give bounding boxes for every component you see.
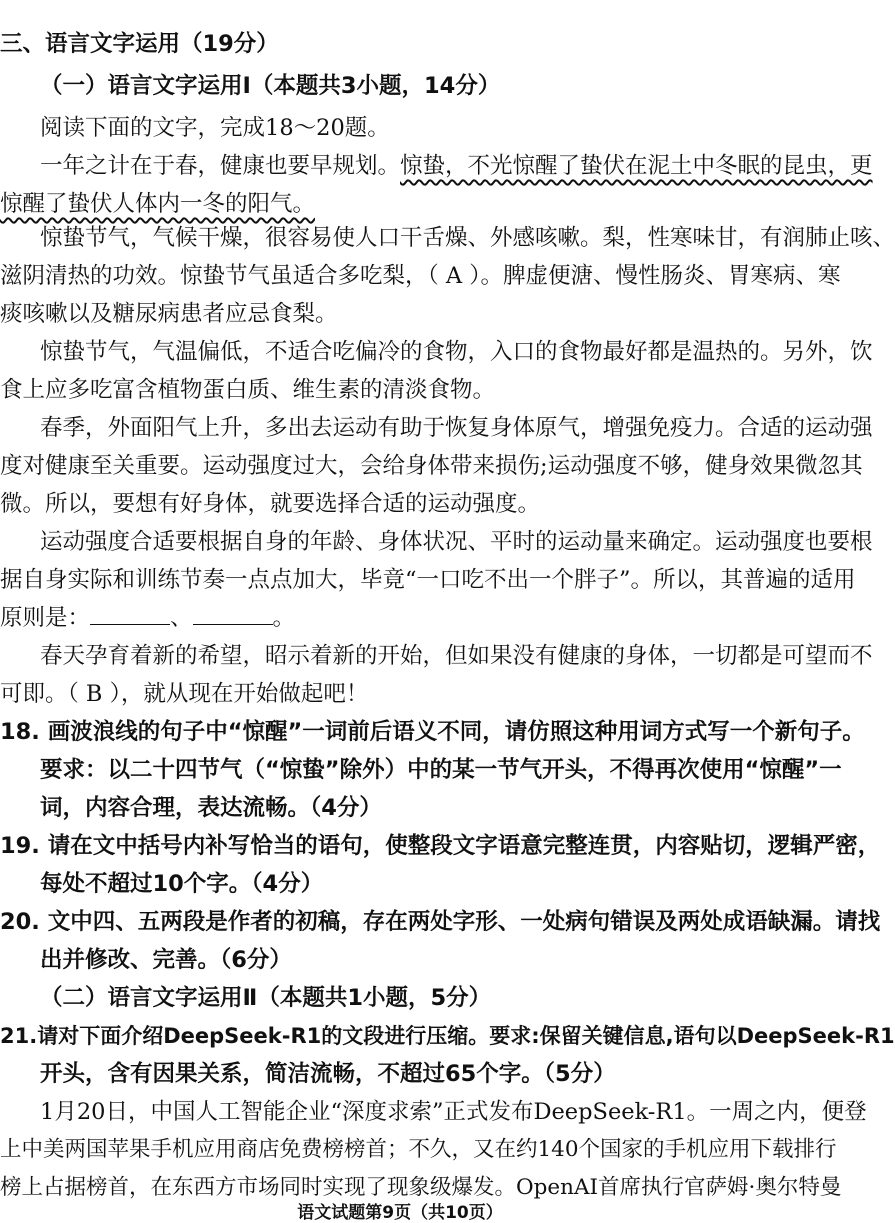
part1-heading: （一）语言文字运用Ⅰ（本题共3小题，14分）: [40, 73, 501, 99]
paragraph-6-line-1: 春天孕育着新的希望，昭示着新的开始，但如果没有健康的身体，一切都是可望而不: [40, 643, 873, 669]
paragraph-3-line-2: 食上应多吃富含植物蛋白质、维生素的清淡食物。: [0, 377, 496, 403]
instruction: 阅读下面的文字，完成18～20题。: [40, 115, 390, 141]
paragraph-1-line-1: [0, 150, 873, 182]
wavy-sentence-part-2: 惊醒了蛰伏人体内一冬的阳气。: [0, 191, 316, 217]
question-21-line-1: 21.请对下面介绍DeepSeek-R1的文段进行压缩。要求:保留关键信息,语句以DeepSeek-R1: [0, 1024, 895, 1048]
part2-heading: （二）语言文字运用Ⅱ（本题共1小题，5分）: [40, 985, 492, 1011]
question-18-line-1: 18. 画波浪线的句子中“惊醒”一词前后语义不同，请仿照这种用词方式写一个新句子。: [0, 719, 865, 745]
paragraph-2-line-3: 痰咳嗽以及糖尿病患者应忌食梨。: [0, 301, 338, 327]
paragraph-4-line-3: 微。所以，要想有好身体，就要选择合适的运动强度。: [0, 491, 541, 517]
question-19-line-2: 每处不超过10个字。（4分）: [40, 871, 324, 897]
wavy-sentence-part-1: 惊蛰，不光惊醒了蛰伏在泥土中冬眠的昆虫，更: [400, 153, 873, 179]
question-20-line-2: 出并修改、完善。（6分）: [40, 947, 292, 973]
paragraph-2-line-2: 滋阴清热的功效。惊蛰节气虽适合多吃梨，（ A ）。脾虚便溏、慢性肠炎、胃寒病、寒: [0, 263, 841, 289]
paragraph-4-line-1: 春季，外面阳气上升，多出去运动有助于恢复身体原气，增强免疫力。合适的运动强: [40, 415, 873, 441]
paragraph-4-line-2: 度对健康至关重要。运动强度过大，会给身体带来损伤;运动强度不够，健身效果微忽其: [0, 453, 863, 479]
question-21-line-2: 开头，含有因果关系，简洁流畅，不超过65个字。（5分）: [40, 1061, 616, 1087]
question-18-line-3: 词，内容合理，表达流畅。（4分）: [40, 795, 382, 821]
question-20-line-1: 20. 文中四、五两段是作者的初稿，存在两处字形、一处病句错误及两处成语缺漏。请找: [0, 909, 881, 935]
principle-label: 原则是：: [0, 605, 91, 631]
answer-blank-1[interactable]: [90, 604, 170, 625]
question-21-passage-line-3: 榜上占据榜首，在东西方市场同时实现了现象级爆发。OpenAI首席执行官萨姆·奥尔特曼: [0, 1175, 842, 1200]
page-footer: 语文试题第9页（共10页）: [297, 1203, 503, 1223]
principle-end: 。: [272, 605, 296, 631]
paragraph-3-line-1: 惊蛰节气，气温偏低，不适合吃偏冷的食物，入口的食物最好都是温热的。另外，饮: [40, 339, 873, 365]
question-21-passage-line-1: 1月20日，中国人工智能企业“深度求索”正式发布DeepSeek-R1。一周之内，便登: [40, 1099, 867, 1125]
paragraph-6-line-2: 可即。（ B ），就从现在开始做起吧！: [0, 681, 369, 707]
question-21-passage-line-2: 上中美两国苹果手机应用商店免费榜榜首；不久，又在约140个国家的手机应用下载排行: [0, 1137, 837, 1162]
paragraph-1-line-2: [0, 188, 800, 220]
question-18-line-2: 要求：以二十四节气（“惊蛰”除外）中的某一节气开头，不得再次使用“惊醒”一: [40, 757, 842, 783]
blank-separator: 、: [170, 605, 193, 631]
paragraph-2-line-1: 惊蛰节气，气候干燥，很容易使人口干舌燥、外感咳嗽。梨，性寒味甘，有润肺止咳、: [40, 225, 895, 251]
question-19-line-1: 19. 请在文中括号内补写恰当的语句，使整段文字语意完整连贯，内容贴切，逻辑严密，: [0, 833, 881, 859]
paragraph-5-line-3: [0, 602, 800, 634]
paragraph-5-line-1: 运动强度合适要根据自身的年龄、身体状况、平时的运动量来确定。运动强度也要根: [40, 529, 873, 555]
paragraph-5-line-2: 据自身实际和训练节奏一点点加大，毕竟“一口吃不出一个胖子”。所以，其普遍的适用: [0, 567, 856, 593]
answer-blank-2[interactable]: [193, 604, 273, 625]
section-heading: 三、语言文字运用（19分）: [0, 31, 279, 57]
paragraph-1-text: 一年之计在于春，健康也要早规划。: [40, 153, 401, 179]
